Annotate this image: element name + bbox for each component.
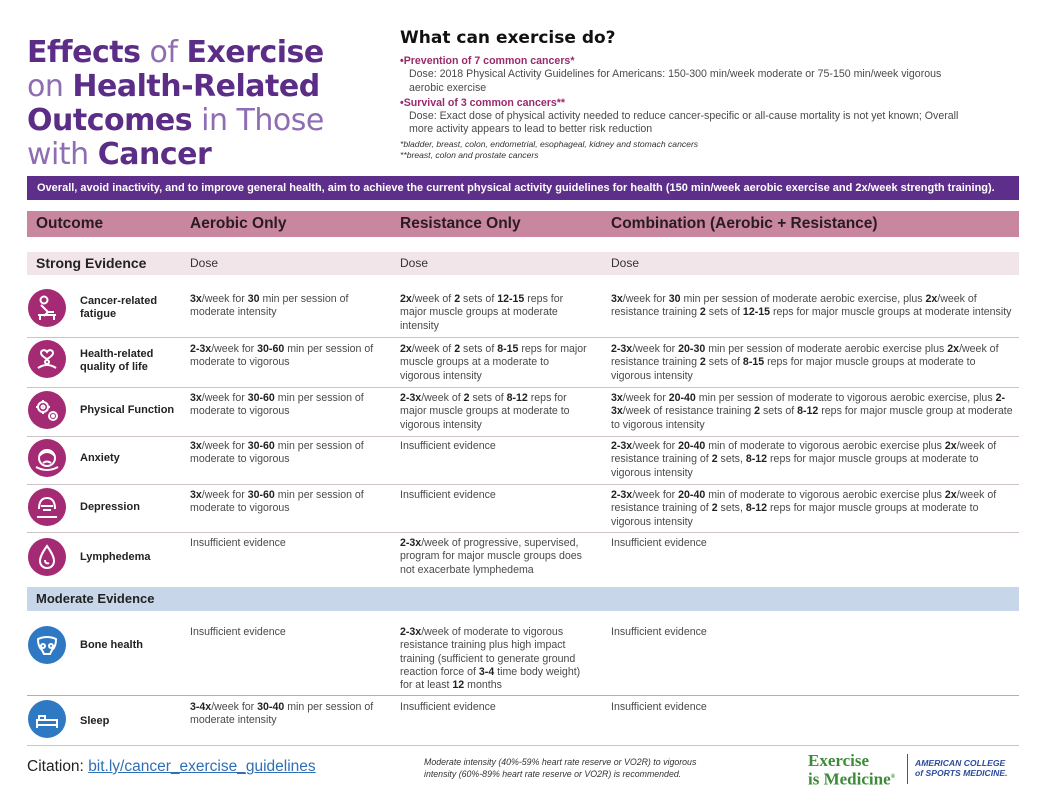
outcome-bone-health: Bone health [80, 639, 143, 651]
page-title: Effects of Exercise on Health-Related Outcomes in Those with Cancer [27, 35, 324, 172]
qol-combination: 2-3x/week for 20-30 min per session of moderate aerobic exercise plus 2x/week of resistance training 2 sets of 8-15 reps for major muscle groups at moderate to vigorous intensity [611, 343, 999, 382]
qol-aerobic: 2-3x/week for 30-60 min per session of moderate to vigorous [190, 343, 374, 369]
outcome-sleep: Sleep [80, 715, 110, 727]
citation-link[interactable]: bit.ly/cancer_exercise_guidelines [88, 758, 316, 775]
what-can-exercise-list [400, 55, 960, 161]
column-resistance: Resistance Only [400, 215, 521, 232]
footnote-survival: **breast, colon and prostate cancers [400, 149, 539, 160]
dose-label-combination: Dose [611, 256, 640, 270]
moderate-evidence-bar [27, 587, 1019, 611]
fatigue-combination: 3x/week for 30 min per session of moderate aerobic exercise, plus 2x/week of resistance training 2 sets of 12-15 reps for major muscle groups at moderate intensity [611, 293, 1012, 319]
bed-icon [28, 700, 66, 738]
depression-resistance: Insufficient evidence [400, 489, 496, 501]
citation: Citation: bit.ly/cancer_exercise_guidelines [27, 758, 316, 775]
column-outcome: Outcome [36, 215, 104, 232]
acsm-logo: AMERICAN COLLEGE of SPORTS MEDICINE. [915, 758, 1008, 778]
lymphedema-combination: Insufficient evidence [611, 537, 707, 549]
lymphedema-drop-icon [28, 538, 66, 576]
bone-combination: Insufficient evidence [611, 626, 707, 638]
column-aerobic: Aerobic Only [190, 215, 287, 232]
column-combination: Combination (Aerobic + Resistance) [611, 215, 878, 232]
outcome-lymphedema: Lymphedema [80, 551, 151, 563]
anxious-face-icon [28, 439, 66, 477]
sleep-resistance: Insufficient evidence [400, 701, 496, 713]
lymphedema-aerobic: Insufficient evidence [190, 537, 286, 549]
row-divider [27, 337, 1019, 338]
footnote-prevention: *bladder, breast, colon, endometrial, esophageal, kidney and stomach cancers [400, 138, 699, 149]
row-divider [27, 484, 1019, 485]
anxiety-resistance: Insufficient evidence [400, 440, 496, 452]
dose-label-aerobic: Dose [190, 256, 219, 270]
exercise-is-medicine-logo: Exercise is Medicine® [808, 751, 896, 789]
fatigue-icon [28, 289, 66, 327]
outcome-anxiety: Anxiety [80, 452, 120, 464]
gears-icon [28, 391, 66, 429]
depression-aerobic: 3x/week for 30-60 min per session of moderate to vigorous [190, 489, 364, 515]
what-can-exercise-heading: What can exercise do? [400, 28, 616, 48]
physical-aerobic: 3x/week for 30-60 min per session of moderate to vigorous [190, 392, 364, 418]
survival-item: • Survival of 3 common cancers** Dose: Exact dose of physical activity needed to reduce cancer-specific or all-cause mortality is not yet known; Overall more activity appears to lead to better risk reduction [400, 97, 960, 137]
bone-aerobic: Insufficient evidence [190, 626, 286, 638]
anxiety-combination: 2-3x/week for 20-40 min of moderate to vigorous aerobic exercise plus 2x/week of resistance training of 2 sets, 8-12 reps for major muscle groups at moderate to vigorous intensity [611, 440, 997, 479]
depressed-face-icon [28, 488, 66, 526]
pelvis-bone-icon [28, 626, 66, 664]
row-divider [27, 436, 1019, 437]
outcome-physical-function: Physical Function [80, 404, 175, 416]
anxiety-aerobic: 3x/week for 30-60 min per session of moderate to vigorous [190, 440, 364, 466]
row-divider [27, 387, 1019, 388]
strong-evidence-bar [27, 252, 1019, 275]
bone-resistance: 2-3x/week of moderate to vigorous resistance training plus high impact training (sufficient to generate ground reaction force of 3-4 time body weight) for at least 12 months [400, 626, 581, 692]
sleep-combination: Insufficient evidence [611, 701, 707, 713]
outcome-depression: Depression [80, 501, 140, 513]
physical-resistance: 2-3x/week of 2 sets of 8-12 reps for major muscle groups at moderate to vigorous intensity [400, 392, 570, 431]
strong-evidence-label: Strong Evidence [36, 255, 147, 271]
logo-divider [907, 754, 908, 784]
qol-resistance: 2x/week of 2 sets of 8-15 reps for major muscle groups at a moderate to vigorous intensity [400, 343, 587, 382]
dose-label-resistance: Dose [400, 256, 429, 270]
fatigue-resistance: 2x/week of 2 sets of 12-15 reps for major muscle groups at moderate intensity [400, 293, 564, 332]
physical-combination: 3x/week for 20-40 min per session of moderate to vigorous aerobic exercise, plus 2-3x/week of resistance training 2 sets of 8-12 reps for major muscle group at moderate to vigorous intensity [611, 392, 1013, 431]
fatigue-aerobic: 3x/week for 30 min per session of moderate intensity [190, 293, 349, 319]
outcome-fatigue: Cancer-related fatigue [80, 295, 158, 320]
moderate-evidence-label: Moderate Evidence [36, 591, 155, 606]
prevention-item: • Prevention of 7 common cancers* Dose: 2018 Physical Activity Guidelines for Americans: 150-300 min/week moderate or 75-150 min/week vigorous aerobic exercise [400, 55, 960, 95]
quality-of-life-icon [28, 340, 66, 378]
row-divider [27, 695, 1019, 696]
depression-combination: 2-3x/week for 20-40 min of moderate to vigorous aerobic exercise plus 2x/week of resistance training of 2 sets, 8-12 reps for major muscle groups at moderate to vigorous intensity [611, 489, 997, 528]
guideline-banner: Overall, avoid inactivity, and to improve general health, aim to achieve the current physical activity guidelines for health (150 min/week aerobic exercise and 2x/week strength training). [27, 176, 1019, 200]
lymphedema-resistance: 2-3x/week of progressive, supervised, program for major muscle groups does not exacerbate lymphedema [400, 537, 582, 576]
row-divider [27, 745, 1019, 746]
sleep-aerobic: 3-4x/week for 30-40 min per session of moderate intensity [190, 701, 374, 727]
intensity-footnote: Moderate intensity (40%-59% heart rate reserve or VO2R) to vigorous intensity (60%-89% heart rate reserve or VO2R) is recommended. [424, 757, 697, 779]
row-divider [27, 532, 1019, 533]
outcome-quality-of-life: Health-related quality of life [80, 348, 154, 373]
